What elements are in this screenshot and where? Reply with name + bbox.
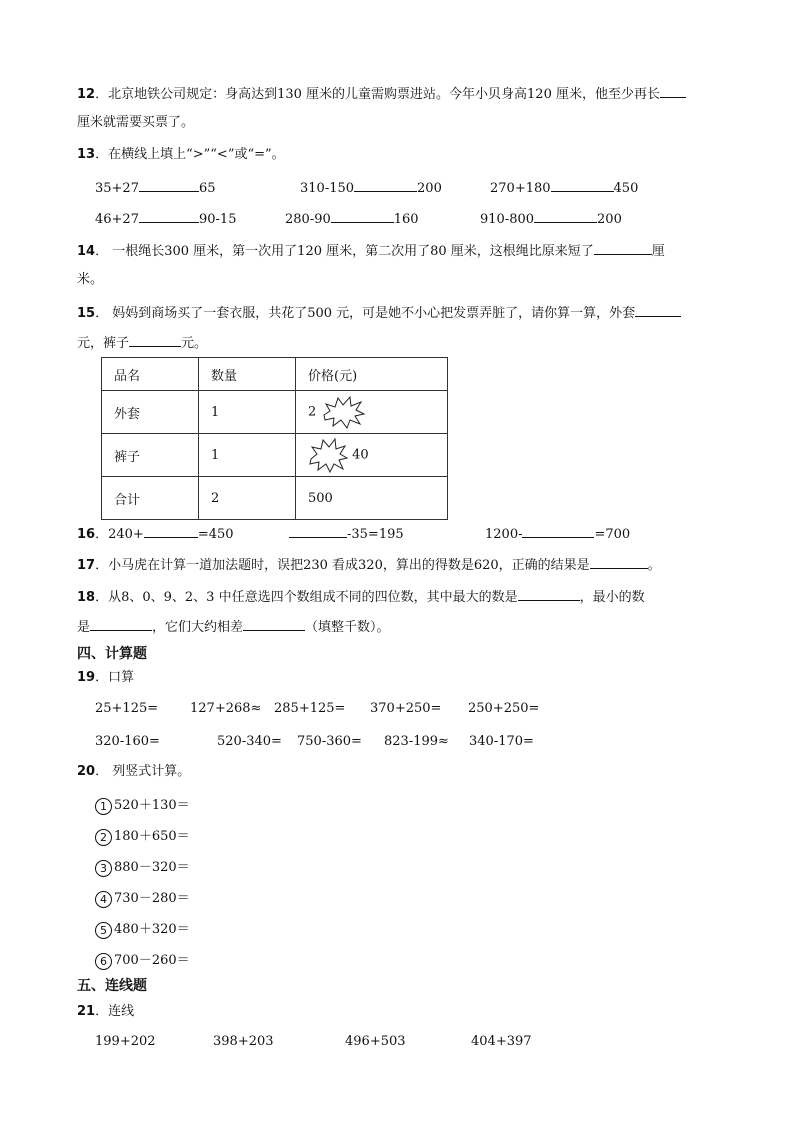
table-row [102, 477, 448, 520]
question-14-cont: 米。 [77, 272, 104, 287]
ink-stain-icon [308, 437, 348, 473]
answer-blank[interactable] [660, 83, 686, 98]
expr-right: 160 [393, 212, 419, 227]
answer-blank[interactable] [635, 302, 681, 317]
question-13 [77, 145, 285, 165]
question-number: 20 [77, 764, 96, 779]
question-number: 17 [77, 558, 96, 573]
answer-blank[interactable] [551, 177, 614, 192]
question-text: ．小马虎在计算一道加法题时，误把230 看成320，算出的得数是620，正确的结果是 [95, 558, 590, 573]
mental-calc-item: 320-160= [95, 734, 160, 749]
question-text: ． 一根绳长300 厘米，第一次用了120 厘米，第二次用了80 厘米，这根绳比原来短了 [95, 244, 594, 259]
compare-item [285, 208, 419, 227]
match-item[interactable]: 404+397 [471, 1034, 532, 1049]
compare-item [300, 177, 442, 196]
match-item[interactable]: 199+202 [95, 1034, 156, 1049]
mental-calc-item: 520-340= [217, 734, 282, 749]
mental-calc-item: 750-360= [297, 734, 362, 749]
table-row [102, 391, 448, 434]
table-cell: 1 [199, 391, 296, 434]
expr-right: 90-15 [198, 212, 237, 227]
question-number: 12 [77, 87, 96, 102]
expr-right: 200 [417, 181, 442, 196]
question-text: ．连线 [95, 1004, 135, 1019]
question-number: 16 [77, 527, 96, 542]
answer-blank[interactable] [331, 208, 394, 223]
circled-number-icon: 2 [95, 829, 112, 846]
question-text: ．在横线上填上“>”“<”或“=”。 [95, 147, 285, 162]
question-text: ，最小的数 [579, 590, 645, 605]
expr: 700－260＝ [114, 953, 190, 968]
compare-item [490, 177, 638, 196]
mental-calc-item: 250+250= [468, 701, 540, 716]
table-header: 价格(元) [296, 358, 448, 391]
match-item[interactable]: 496+503 [345, 1034, 406, 1049]
question-number: 13 [77, 147, 96, 162]
question-16 [77, 523, 234, 545]
table-cell: 2 [199, 477, 296, 520]
answer-blank[interactable] [518, 586, 580, 601]
question-number: 19 [77, 670, 96, 685]
expr: -35=195 [347, 527, 404, 542]
vertical-calc-item [95, 887, 190, 908]
expr: 480＋320＝ [114, 922, 190, 937]
question-16c [485, 523, 630, 545]
circled-number-icon: 5 [95, 922, 112, 939]
expr: ．240+ [95, 527, 144, 542]
mental-calc-item: 340-170= [469, 734, 534, 749]
expr-left: 310-150 [300, 181, 355, 196]
answer-blank[interactable] [522, 523, 594, 538]
table-header: 品名 [102, 358, 199, 391]
table-cell: 500 [296, 477, 448, 520]
question-text: 是 [77, 620, 91, 635]
answer-blank[interactable] [139, 177, 199, 192]
answer-blank[interactable] [590, 554, 648, 569]
mental-calc-item: 823-199≈ [384, 734, 449, 749]
question-text-tail: 厘 [651, 244, 665, 259]
ink-stain-icon [320, 395, 366, 429]
question-21 [77, 1002, 134, 1022]
expr: 180＋650＝ [114, 829, 190, 844]
question-text: ．从8、0、9、2、3 中任意选四个数组成不同的四位数，其中最大的数是 [95, 590, 518, 605]
question-text: 元。 [181, 336, 208, 351]
table-cell: 外套 [102, 391, 199, 434]
question-text: 元，裤子 [77, 336, 130, 351]
table-header-row [102, 358, 448, 391]
expr: 520＋130＝ [114, 798, 190, 813]
table-header: 数量 [199, 358, 296, 391]
expr-left: 270+180 [490, 181, 551, 196]
table-cell: 裤子 [102, 434, 199, 477]
question-number: 18 [77, 590, 96, 605]
answer-blank[interactable] [129, 332, 181, 347]
answer-blank[interactable] [139, 208, 199, 223]
answer-blank[interactable] [90, 616, 152, 631]
price-digit: 40 [352, 447, 369, 463]
vertical-calc-item [95, 794, 190, 815]
answer-blank[interactable] [354, 177, 417, 192]
question-14 [77, 240, 665, 262]
price-table [101, 357, 448, 520]
question-text: （填整千数）。 [305, 620, 390, 635]
answer-blank[interactable] [289, 523, 347, 538]
circled-number-icon: 4 [95, 891, 112, 908]
question-number: 21 [77, 1004, 96, 1019]
expr: =700 [594, 527, 631, 542]
mental-calc-item: 285+125= [274, 701, 346, 716]
vertical-calc-item [95, 949, 190, 970]
section-heading: 四、计算题 [77, 646, 147, 662]
match-item[interactable]: 398+203 [213, 1034, 274, 1049]
expr: =450 [197, 527, 234, 542]
question-15-cont [77, 332, 207, 354]
question-12 [77, 83, 686, 105]
question-text: ．口算 [95, 670, 135, 685]
table-cell: 1 [199, 434, 296, 477]
compare-item [480, 208, 622, 227]
answer-blank[interactable] [243, 616, 305, 631]
circled-number-icon: 6 [95, 953, 112, 970]
vertical-calc-item [95, 918, 190, 939]
answer-blank[interactable] [534, 208, 597, 223]
table-row [102, 434, 448, 477]
circled-number-icon: 3 [95, 860, 112, 877]
question-17 [77, 554, 661, 576]
question-18 [77, 586, 645, 608]
table-cell: 合计 [102, 477, 199, 520]
question-16b [289, 523, 404, 545]
section-heading: 五、连线题 [77, 978, 147, 994]
mental-calc-item: 127+268≈ [190, 701, 262, 716]
expr-right: 450 [613, 181, 639, 196]
expr-right: 65 [198, 181, 216, 196]
mental-calc-item: 370+250= [370, 701, 442, 716]
question-text: 。 [647, 558, 661, 573]
question-18-cont [77, 616, 390, 638]
answer-blank[interactable] [144, 523, 198, 538]
table-cell [296, 391, 448, 434]
question-text: ，它们大约相差 [152, 620, 244, 635]
compare-item [95, 177, 216, 196]
expr: 1200- [485, 527, 523, 542]
expr-left: 35+27 [95, 181, 139, 196]
question-text: ．北京地铁公司规定：身高达到130 厘米的儿童需购票进站。今年小贝身高120 厘米，他至少再长 [95, 87, 660, 102]
question-20 [77, 762, 190, 782]
expr-left: 280-90 [285, 212, 331, 227]
expr: 730－280＝ [114, 891, 190, 906]
vertical-calc-item [95, 856, 190, 877]
expr-left: 910-800 [480, 212, 535, 227]
price-digit: 2 [308, 404, 317, 420]
expr-left: 46+27 [95, 212, 139, 227]
vertical-calc-item [95, 825, 190, 846]
question-19 [77, 668, 134, 688]
question-15 [77, 302, 681, 324]
question-12-cont: 厘米就需要买票了。 [77, 115, 195, 130]
mental-calc-item: 25+125= [95, 701, 159, 716]
question-number: 15 [77, 306, 96, 321]
question-text: ． 妈妈到商场买了一套衣服，共花了500 元，可是她不小心把发票弄脏了，请你算一算，外套 [95, 306, 636, 321]
circled-number-icon: 1 [95, 798, 112, 815]
answer-blank[interactable] [594, 240, 652, 255]
compare-item [95, 208, 236, 227]
question-number: 14 [77, 244, 96, 259]
expr: 880－320＝ [114, 860, 190, 875]
expr-right: 200 [597, 212, 622, 227]
question-text: ． 列竖式计算。 [95, 764, 191, 779]
table-cell [296, 434, 448, 477]
